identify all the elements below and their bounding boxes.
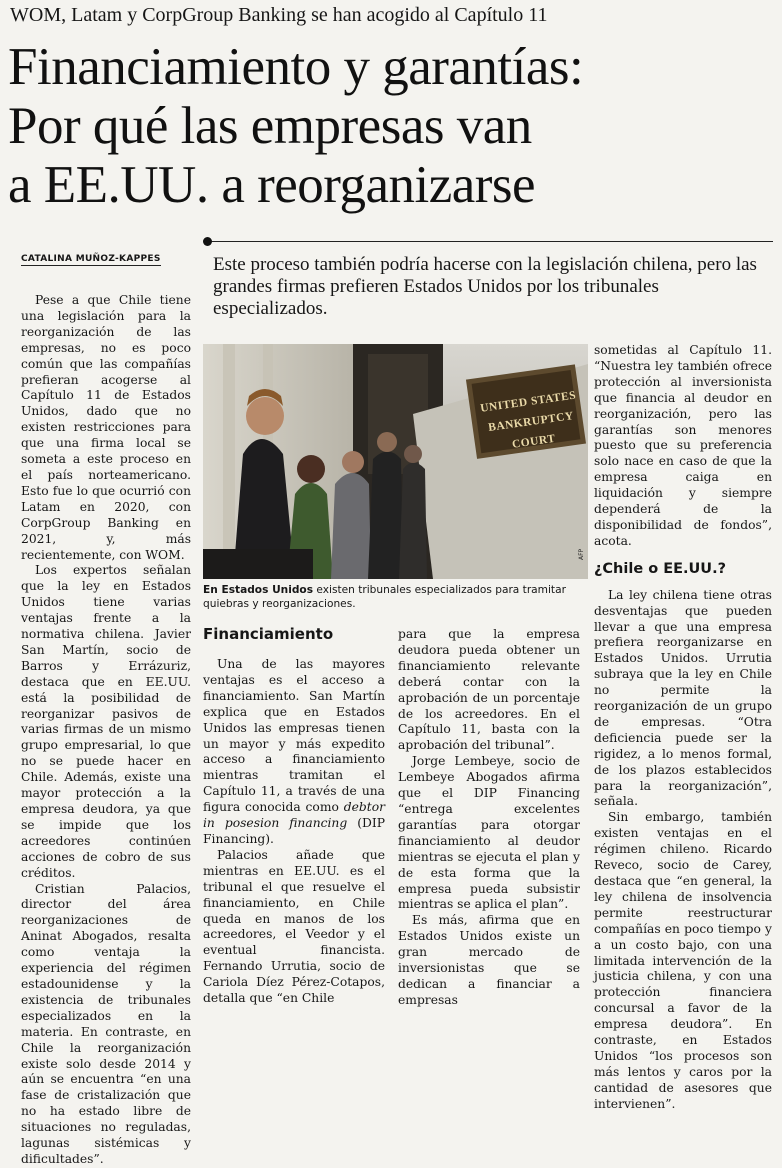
paragraph [203,657,385,848]
caption-bold: En Estados Unidos [203,584,314,596]
subhead-rule [208,241,773,242]
paragraph: para que la empresa deudora pueda obtener un financiamiento relevante deberá contar con la aprobación de un porcentaje de los acreedores. En el Capítulo 11, basta con la aprobación del tribunal”. [398,627,580,753]
headline-line: Por qué las empresas van [8,97,532,155]
headline [8,38,778,215]
kicker: WOM, Latam y CorpGroup Banking se han acogido al Capítulo 11 [10,4,548,26]
paragraph: Sin embargo, también existen ventajas en el régimen chileno. Ricardo Reveco, socio de Carey, destaca que “en general, la ley chilena de insolvencia permite reestructurar compañías en poco tiempo y a un costo bajo, con una limitada intervención de la justicia chilena, y con una protección financiera concursal a favor de la empresa deudora”. En contraste, en Estados Unidos “los procesos son más lentos y caros por la cantidad de asesores que intervienen”. [594,810,772,1111]
paragraph: Cristian Palacios, director del área reorganizaciones de Aninat Abogados, resalta como ventaja la experiencia del régimen estadounidense y la existencia de tribunales especializados en la materia. En contraste, en Chile la reorganización existe solo desde 2014 y aún se encuentra “en una fase de cristalización que no ha estado libre de situaciones no reguladas, lagunas sistémicas y dificultades”. [21,881,191,1166]
photo-credit: AFP [578,548,585,560]
column-2 [203,657,385,1007]
column-1 [21,293,191,1168]
headline-line: a EE.UU. a reorganizarse [8,156,536,214]
photo-caption [203,583,588,611]
paragraph: Pese a que Chile tiene una legislación para la reorganización de las empresas, no es poco común que las compañías prefieran acogerse al Capítulo 11 de Estados Unidos, dado que no existen restricciones para que una firma local se someta a este proceso en el país norteamericano. Esto fue lo que ocurrió con Latam en 2020, con CorpGroup Banking en 2021, y, más recientemente, con WOM. [21,293,191,562]
paragraph: Palacios añade que mientras en EE.UU. es el tribunal el que resuelve el financiamiento, en Chile queda en manos de los acreedores, el Veedor y el eventual financista. Fernando Urrutia, socio de Cariola Díez Pérez-Cotapos, detalla que “en Chile [203,847,385,1006]
courthouse-photo [203,344,588,579]
paragraph: Los expertos señalan que la ley en Estados Unidos tiene varias ventajas frente a la normativa chilena. Javier San Martín, socio de Barros y Errázuriz, destaca que en EE.UU. está la posibilidad de reorganizar pasivos de varias firmas de un mismo grupo empresarial, lo que no se puede hacer en Chile. Además, existe una mayor protección a la empresa deudora, ya que se impide que los acreedores continúen acciones de cobro de sus créditos. [21,563,191,880]
paragraph: Es más, afirma que en Estados Unidos existe un gran mercado de inversionistas que se dedican a financiar a empresas [398,913,580,1007]
byline: CATALINA MUÑOZ-KAPPES [21,254,161,264]
bullet-dot [203,237,212,246]
paragraph-text: Una de las mayores ventajas es el acceso a financiamiento. San Martín explica que en Estados Unidos las empresas tienen un mayor y más expedito acceso a financiamiento mientras tramitan el Capítulo 11, a través de una figura conocida como [203,657,385,815]
column-4 [594,343,772,1113]
paragraph: sometidas al Capítulo 11. “Nuestra ley también ofrece protección al inversionista que financia al deudor en reorganización, pero las garantías son menores puesto que su preferencia solo nace en caso de que la empresa caiga en liquidación y siempre dependerá de la disponibilidad de fondos”, acota. [594,343,772,548]
paragraph-emphasis: debtor in posesion financing [203,800,385,831]
subhead: Este proceso también podría hacerse con la legislación chilena, pero las grandes firmas prefieren Estados Unidos por los tribunales especializados. [213,254,757,319]
caption-text: existen tribunales especializados para tramitar quiebras y reorganizaciones. [203,584,566,610]
photo-image [203,344,588,579]
headline-line: Financiamiento y garantías: [8,38,584,96]
section-heading-chile-o-eeuu: ¿Chile o EE.UU.? [594,560,726,577]
paragraph-text: (DIP Financing). [203,816,385,846]
column-3 [398,627,580,1009]
section-heading-financiamiento: Financiamiento [203,625,334,643]
paragraph: Jorge Lembeye, socio de Lembeye Abogados afirma que el DIP Financing “entrega excelentes garantías para otorgar financiamiento al deudor mientras se ejecuta el plan y de esta forma que la empresa pueda subsistir mientras se aplica el plan”. [398,754,580,912]
paragraph: La ley chilena tiene otras desventajas que pueden llevar a que una empresa prefiera reorganizarse en Estados Unidos. Urrutia subraya que la ley en Chile no permite la reorganización de un grupo de empresas. “Otra deficiencia puede ser la rigidez, a lo menos formal, de los plazos establecidos para la reorganización”, señala. [594,587,772,809]
sign-line: UNITED STATES [479,389,577,415]
sign-line: BANKRUPTCY COURT [487,410,575,451]
